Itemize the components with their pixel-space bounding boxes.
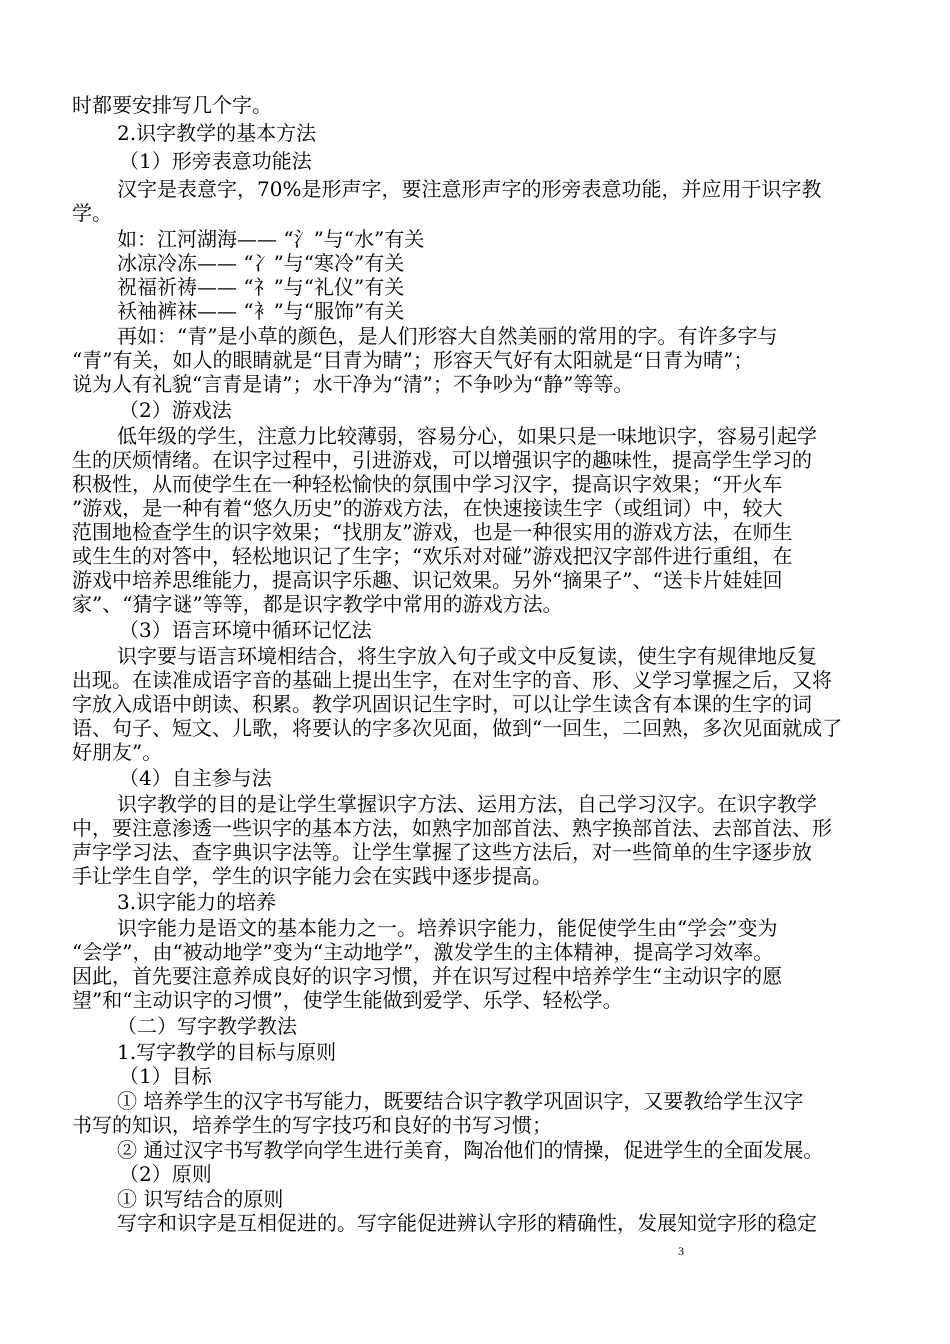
text-line: “青”有关，如人的眼睛就是“目青为睛”；形容天气好有太阳就是“日青为晴”；	[72, 348, 754, 372]
section-heading: 3.识字能力的培养	[117, 890, 277, 914]
text-line: 写字和识字是互相促进的。写字能促进辨认字形的精确性，发展知觉字形的稳定	[117, 1211, 817, 1235]
text-line: 因此，首先要注意养成良好的识字习惯，并在识写过程中培养学生“主动识字的愿	[72, 964, 783, 988]
section-heading: 1.写字教学的目标与原则	[117, 1040, 337, 1064]
subsection-heading: （4）自主参与法	[119, 766, 272, 790]
text-line: 书写的知识，培养学生的写字技巧和良好的书写习惯；	[72, 1113, 552, 1137]
text-line: 积极性，从而使学生在一种轻松愉快的氛围中学习汉字，提高识字效果；“开火车	[72, 472, 783, 496]
text-line: ① 识写结合的原则	[117, 1187, 284, 1211]
subsection-heading: （1）形旁表意功能法	[119, 149, 312, 173]
text-line: 语、句子、短文、儿歌，将要认的字多次见面，做到“一回生，二回熟，多次见面就成了	[72, 716, 843, 740]
example-line: 冰凉冷冻—— “冫”与“寒冷”有关	[117, 251, 405, 275]
text-line: 家”、“猜字谜”等等，都是识字教学中常用的游戏方法。	[72, 592, 563, 616]
example-line: 如：江河湖海—— “氵”与“水”有关	[117, 227, 425, 251]
section-heading: （二）写字教学教法	[117, 1014, 297, 1038]
text-line: “会学”，由“被动地学”变为“主动地学”，激发学生的主体精神，提高学习效率。	[72, 940, 774, 964]
text-line: 中，要注意渗透一些识字的基本方法，如熟字加部首法、熟字换部首法、去部首法、形	[72, 816, 832, 840]
text-line: 或生生的对答中，轻松地识记了生字；“欢乐对对碰”游戏把汉字部件进行重组，在	[72, 544, 793, 568]
text-line: 学。	[72, 201, 112, 225]
text-line: 识字能力是语文的基本能力之一。培养识字能力，能促使学生由“学会”变为	[117, 916, 778, 940]
text-line: 望”和“主动识字的习惯”，使学生能做到爱学、乐学、轻松学。	[72, 988, 623, 1012]
text-line: 范围地检查学生的识字效果；“找朋友”游戏，也是一种很实用的游戏方法，在师生	[72, 520, 793, 544]
subsection-heading: （1）目标	[119, 1064, 212, 1088]
subsection-heading: （3）语言环境中循环记忆法	[119, 618, 372, 642]
subsection-heading: （2）游戏法	[119, 398, 232, 422]
text-line: 再如：“青”是小草的颜色，是人们形容大自然美丽的常用的字。有许多字与	[117, 324, 778, 348]
text-line: 说为人有礼貌“言青是请”；水干净为“清”；不争吵为“静”等等。	[72, 372, 634, 396]
text-line: 出现。在读准成语字音的基础上提出生字，在对生字的音、形、义学习掌握之后，又将	[72, 668, 832, 692]
example-line: 祝福祈祷—— “礻”与“礼仪”有关	[117, 275, 405, 299]
text-line: 识字教学的目的是让学生掌握识字方法、运用方法，自己学习汉字。在识字教学	[117, 792, 817, 816]
text-line: 识字要与语言环境相结合，将生字放入句子或文中反复读，使生字有规律地反复	[117, 644, 817, 668]
subsection-heading: （2）原则	[119, 1162, 212, 1186]
text-line: ”游戏，是一种有着“悠久历史”的游戏方法，在快速接读生字（或组词）中，较大	[72, 496, 783, 520]
text-line: 时都要安排写几个字。	[72, 93, 272, 117]
text-line: ② 通过汉字书写教学向学生进行美育，陶冶他们的情操，促进学生的全面发展。	[117, 1138, 824, 1162]
text-line: 汉字是表意字，70%是形声字，要注意形声字的形旁表意功能，并应用于识字教	[117, 177, 822, 201]
text-line: 字放入成语中朗读、积累。教学巩固识记生字时，可以让学生读含有本课的生字的词	[72, 692, 812, 716]
section-heading: 2.识字教学的基本方法	[117, 121, 317, 145]
text-line: 生的厌烦情绪。在识字过程中，引进游戏，可以增强识字的趣味性，提高学生学习的	[72, 448, 812, 472]
text-line: 声字学习法、查字典识字法等。让学生掌握了这些方法后，对一些简单的生字逐步放	[72, 840, 812, 864]
example-line: 袄袖裤袜—— “衤”与“服饰”有关	[117, 299, 405, 323]
text-line: 游戏中培养思维能力，提高识字乐趣、识记效果。另外“摘果子”、“送卡片娃娃回	[72, 568, 783, 592]
text-line: ① 培养学生的汉字书写能力，既要结合识字教学巩固识字，又要教给学生汉字	[117, 1089, 804, 1113]
text-line: 手让学生自学，学生的识字能力会在实践中逐步提高。	[72, 864, 552, 888]
text-line: 好朋友”。	[72, 740, 163, 764]
text-line: 低年级的学生，注意力比较薄弱，容易分心，如果只是一味地识字，容易引起学	[117, 424, 817, 448]
page-number: 3	[678, 1244, 684, 1258]
